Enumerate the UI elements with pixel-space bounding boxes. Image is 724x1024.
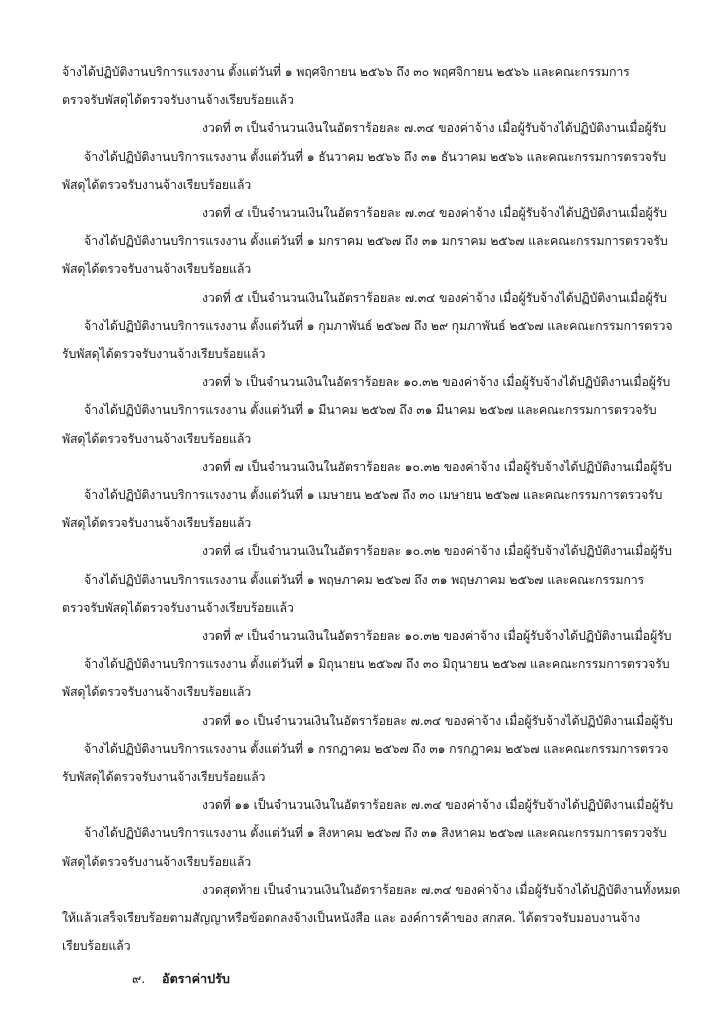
text-line: จ้างได้ปฏิบัติงานบริการแรงงาน ตั้งแต่วันที่ ๑ มิถุนายน ๒๕๖๗ ถึง ๓๐ มิถุนายน ๒๕๖๗ และคณะกรรมการตรวจรับ bbox=[84, 656, 670, 672]
paragraph-installment-4 bbox=[62, 199, 668, 284]
text-line: ตรวจรับพัสดุได้ตรวจรับงานจ้างเรียบร้อยแล้ว bbox=[62, 92, 294, 108]
text-line: จ้างได้ปฏิบัติงานบริการแรงงาน ตั้งแต่วันที่ ๑ มกราคม ๒๕๖๗ ถึง ๓๑ มกราคม ๒๕๖๗ และคณะกรรมการตรวจรับ bbox=[84, 233, 668, 249]
text-line: ให้แล้วเสร็จเรียบร้อยตามสัญญาหรือข้อตกลงจ้างเป็นหนังสือ และ องค์การค้าของ สกสค. ได้ตรวจรับมอบงานจ้าง bbox=[62, 910, 640, 926]
paragraph-installment-3 bbox=[62, 114, 668, 199]
text-line: ตรวจรับพัสดุได้ตรวจรับงานจ้างเรียบร้อยแล้ว bbox=[62, 599, 294, 615]
paragraph-installment-6 bbox=[62, 368, 671, 453]
text-line: เรียบร้อยแล้ว bbox=[62, 938, 131, 954]
text-line: รับพัสดุได้ตรวจรับงานจ้างเรียบร้อยแล้ว bbox=[62, 769, 266, 785]
paragraph-final-installment bbox=[62, 876, 681, 961]
text-line: จ้างได้ปฏิบัติงานบริการแรงงาน ตั้งแต่วันที่ ๑ มีนาคม ๒๕๖๗ ถึง ๓๑ มีนาคม ๒๕๖๗ และคณะกรรมการตรวจรับ bbox=[84, 402, 657, 418]
text-line: พัสดุได้ตรวจรับงานจ้างเรียบร้อยแล้ว bbox=[62, 261, 252, 277]
paragraph-installment-7 bbox=[62, 453, 672, 538]
section-number: ๙. bbox=[132, 970, 146, 986]
text-line: งวดที่ ๗ เป็นจำนวนเงินในอัตราร้อยละ ๑๐.๓๒ ของค่าจ้าง เมื่อผู้รับจ้างได้ปฏิบัติงานเมื่อผู้รับ bbox=[202, 458, 672, 474]
text-line: พัสดุได้ตรวจรับงานจ้างเรียบร้อยแล้ว bbox=[62, 515, 252, 531]
text-line: พัสดุได้ตรวจรับงานจ้างเรียบร้อยแล้ว bbox=[62, 176, 252, 192]
text-line: จ้างได้ปฏิบัติงานบริการแรงงาน ตั้งแต่วันที่ ๑ เมษายน ๒๕๖๗ ถึง ๓๐ เมษายน ๒๕๖๗ และคณะกรรมการตรวจรับ bbox=[84, 487, 663, 503]
text-line: จ้างได้ปฏิบัติงานบริการแรงงาน ตั้งแต่วันที่ ๑ สิงหาคม ๒๕๖๗ ถึง ๓๑ สิงหาคม ๒๕๖๗ และคณะกรรมการตรวจรับ bbox=[84, 825, 667, 841]
text-line: จ้างได้ปฏิบัติงานบริการแรงงาน ตั้งแต่วันที่ ๑ พฤศจิกายน ๒๕๖๖ ถึง ๓๐ พฤศจิกายน ๒๕๖๖ และคณะกรรมการ bbox=[62, 64, 630, 79]
text-line: งวดที่ ๘ เป็นจำนวนเงินในอัตราร้อยละ ๑๐.๓๒ ของค่าจ้าง เมื่อผู้รับจ้างได้ปฏิบัติงานเมื่อผู้รับ bbox=[202, 543, 672, 559]
section-heading bbox=[62, 965, 668, 993]
text-line: งวดสุดท้าย เป็นจำนวนเงินในอัตราร้อยละ ๗.๓๔ ของค่าจ้าง เมื่อผู้รับจ้างได้ปฏิบัติงานทั้งหมด bbox=[202, 881, 681, 897]
text-line: พัสดุได้ตรวจรับงานจ้างเรียบร้อยแล้ว bbox=[62, 684, 252, 700]
document-body bbox=[62, 58, 681, 993]
text-line: งวดที่ ๔ เป็นจำนวนเงินในอัตราร้อยละ ๗.๓๔ ของค่าจ้าง เมื่อผู้รับจ้างได้ปฏิบัติงานเมื่อผู้รับ bbox=[202, 205, 667, 221]
text-line: งวดที่ ๓ เป็นจำนวนเงินในอัตราร้อยละ ๗.๓๔ ของค่าจ้าง เมื่อผู้รับจ้างได้ปฏิบัติงานเมื่อผู้รับ bbox=[202, 120, 666, 136]
text-line: งวดที่ ๙ เป็นจำนวนเงินในอัตราร้อยละ ๑๐.๓๒ ของค่าจ้าง เมื่อผู้รับจ้างได้ปฏิบัติงานเมื่อผู้รับ bbox=[202, 628, 672, 644]
paragraph-continuation bbox=[62, 58, 668, 114]
text-line: งวดที่ ๖ เป็นจำนวนเงินในอัตราร้อยละ ๑๐.๓๒ ของค่าจ้าง เมื่อผู้รับจ้างได้ปฏิบัติงานเมื่อผู้รับ bbox=[202, 374, 671, 390]
paragraph-installment-5 bbox=[62, 284, 673, 369]
text-line: งวดที่ ๑๐ เป็นจำนวนเงินในอัตราร้อยละ ๗.๓๔ ของค่าจ้าง เมื่อผู้รับจ้างได้ปฏิบัติงานเมื่อผู้รับ bbox=[202, 712, 673, 728]
text-line: จ้างได้ปฏิบัติงานบริการแรงงาน ตั้งแต่วันที่ ๑ ธันวาคม ๒๕๖๖ ถึง ๓๑ ธันวาคม ๒๕๖๖ และคณะกรรมการตรวจรับ bbox=[84, 148, 666, 164]
paragraph-installment-8 bbox=[62, 537, 672, 622]
section-title: อัตราค่าปรับ bbox=[162, 970, 230, 986]
text-line: จ้างได้ปฏิบัติงานบริการแรงงาน ตั้งแต่วันที่ ๑ กุมภาพันธ์ ๒๕๖๗ ถึง ๒๙ กุมภาพันธ์ ๒๕๖๗ และคณะกรรมการตรวจ bbox=[84, 317, 673, 333]
paragraph-installment-11 bbox=[62, 791, 674, 876]
paragraph-installment-10 bbox=[62, 707, 673, 792]
text-line: จ้างได้ปฏิบัติงานบริการแรงงาน ตั้งแต่วันที่ ๑ กรกฎาคม ๒๕๖๗ ถึง ๓๑ กรกฎาคม ๒๕๖๗ และคณะกรรมการตรวจ bbox=[84, 740, 669, 756]
text-line: รับพัสดุได้ตรวจรับงานจ้างเรียบร้อยแล้ว bbox=[62, 346, 266, 362]
text-line: พัสดุได้ตรวจรับงานจ้างเรียบร้อยแล้ว bbox=[62, 430, 252, 446]
text-line: งวดที่ ๑๑ เป็นจำนวนเงินในอัตราร้อยละ ๗.๓๔ ของค่าจ้าง เมื่อผู้รับจ้างได้ปฏิบัติงานเมื่อผู้รับ bbox=[202, 797, 674, 813]
text-line: งวดที่ ๕ เป็นจำนวนเงินในอัตราร้อยละ ๗.๓๔ ของค่าจ้าง เมื่อผู้รับจ้างได้ปฏิบัติงานเมื่อผู้รับ bbox=[202, 289, 667, 305]
text-line: จ้างได้ปฏิบัติงานบริการแรงงาน ตั้งแต่วันที่ ๑ พฤษภาคม ๒๕๖๗ ถึง ๓๑ พฤษภาคม ๒๕๖๗ และคณะกรรมการ bbox=[84, 571, 645, 587]
text-line: พัสดุได้ตรวจรับงานจ้างเรียบร้อยแล้ว bbox=[62, 853, 252, 869]
paragraph-installment-9 bbox=[62, 622, 672, 707]
